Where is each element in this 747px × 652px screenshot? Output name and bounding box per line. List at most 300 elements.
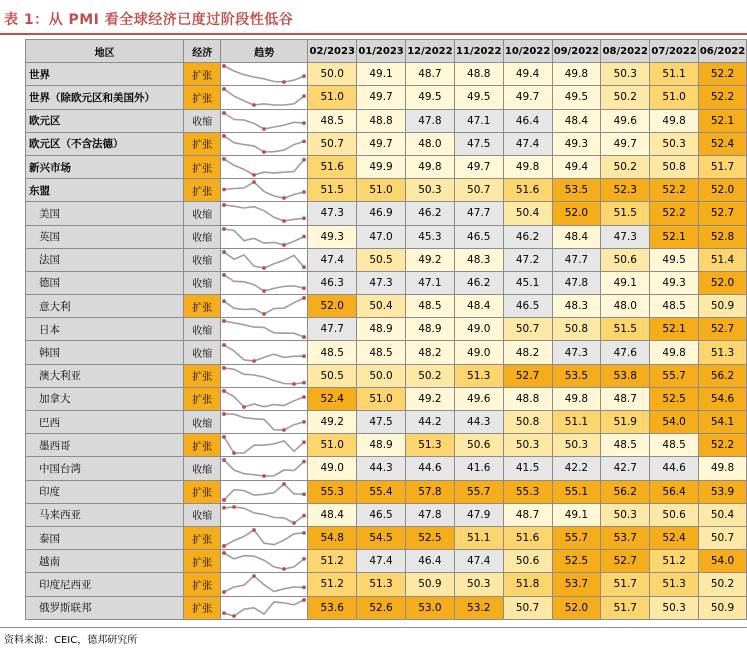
sparkline-point [302, 265, 306, 269]
table-row [26, 550, 747, 573]
sparkline-point [302, 234, 306, 238]
pmi-value-cell: 50.3 [650, 596, 699, 619]
pmi-value-cell: 48.3 [552, 295, 601, 318]
econ-status-cell: 扩张 [184, 132, 221, 155]
sparkline-point [242, 405, 246, 409]
pmi-value-cell: 47.8 [405, 109, 454, 132]
sparkline-point [302, 335, 306, 339]
header-trend: 趋势 [221, 40, 308, 63]
header-row [26, 40, 747, 63]
sparkline [221, 110, 307, 132]
pmi-value-cell: 41.6 [454, 457, 503, 480]
pmi-value-cell: 52.1 [650, 225, 699, 248]
sparkline-path [224, 321, 304, 337]
sparkline [221, 179, 307, 201]
pmi-value-cell: 51.6 [308, 155, 357, 178]
region-cell: 日本 [26, 318, 184, 341]
region-cell: 欧元区（不含法德） [26, 132, 184, 155]
sparkline-point [222, 64, 226, 68]
sparkline-point [222, 299, 226, 303]
sparkline [221, 550, 307, 572]
sparkline-point [302, 492, 306, 496]
pmi-value-cell: 50.6 [601, 248, 650, 271]
header-month: 02/2023 [308, 40, 357, 63]
pmi-value-cell: 49.8 [699, 457, 747, 480]
econ-status-cell: 收缩 [184, 225, 221, 248]
pmi-value-cell: 52.0 [699, 271, 747, 294]
pmi-table [25, 39, 747, 620]
pmi-value-cell: 47.7 [454, 202, 503, 225]
pmi-value-cell: 48.0 [405, 132, 454, 155]
sparkline-point [222, 551, 226, 555]
trend-sparkline-cell [221, 63, 308, 86]
sparkline-path [224, 89, 304, 105]
pmi-value-cell: 48.8 [357, 109, 406, 132]
sparkline-point [222, 591, 226, 595]
pmi-value-cell: 55.7 [650, 364, 699, 387]
econ-status-cell: 扩张 [184, 434, 221, 457]
pmi-value-cell: 51.1 [552, 411, 601, 434]
pmi-value-cell: 51.5 [601, 202, 650, 225]
econ-status-cell: 扩张 [184, 596, 221, 619]
pmi-value-cell: 52.4 [699, 132, 747, 155]
econ-status-cell: 收缩 [184, 503, 221, 526]
sparkline-point [282, 243, 286, 247]
pmi-value-cell: 44.3 [454, 411, 503, 434]
pmi-value-cell: 51.6 [503, 526, 552, 549]
sparkline-path [224, 576, 304, 592]
pmi-value-cell: 52.4 [650, 526, 699, 549]
pmi-value-cell: 47.4 [503, 132, 552, 155]
sparkline-point [262, 127, 266, 131]
table-row [26, 573, 747, 596]
table-row [26, 248, 747, 271]
sparkline-path [224, 136, 304, 152]
sparkline-point [222, 498, 226, 502]
sparkline-point [222, 88, 226, 92]
region-cell: 墨西哥 [26, 434, 184, 457]
sparkline [221, 63, 307, 85]
trend-sparkline-cell [221, 596, 308, 619]
pmi-value-cell: 52.5 [552, 550, 601, 573]
sparkline-path [224, 414, 304, 430]
econ-status-cell: 收缩 [184, 318, 221, 341]
pmi-value-cell: 46.5 [454, 225, 503, 248]
pmi-value-cell: 49.8 [503, 155, 552, 178]
econ-status-cell: 收缩 [184, 248, 221, 271]
source-divider [0, 627, 747, 628]
header-region: 地区 [26, 40, 184, 63]
pmi-value-cell: 50.9 [699, 596, 747, 619]
sparkline-path [224, 553, 304, 569]
sparkline-point [302, 381, 306, 385]
pmi-value-cell: 48.4 [454, 295, 503, 318]
sparkline [221, 342, 307, 364]
table-row [26, 364, 747, 387]
pmi-value-cell: 49.0 [454, 341, 503, 364]
pmi-value-cell: 48.5 [650, 295, 699, 318]
pmi-value-cell: 49.4 [552, 155, 601, 178]
pmi-value-cell: 47.5 [454, 132, 503, 155]
trend-sparkline-cell [221, 225, 308, 248]
pmi-value-cell: 44.6 [405, 457, 454, 480]
pmi-value-cell: 50.6 [503, 550, 552, 573]
econ-status-cell: 收缩 [184, 411, 221, 434]
econ-status-cell: 收缩 [184, 109, 221, 132]
sparkline-point [292, 521, 296, 525]
pmi-value-cell: 55.4 [357, 480, 406, 503]
sparkline [221, 272, 307, 294]
sparkline-point [222, 157, 226, 161]
region-cell: 俄罗斯联邦 [26, 596, 184, 619]
pmi-value-cell: 49.5 [454, 86, 503, 109]
pmi-value-cell: 49.8 [552, 387, 601, 410]
pmi-value-cell: 49.7 [601, 132, 650, 155]
sparkline-point [302, 217, 306, 221]
table-body [26, 63, 747, 620]
pmi-value-cell: 47.4 [308, 248, 357, 271]
pmi-value-cell: 50.3 [454, 573, 503, 596]
pmi-value-cell: 46.2 [454, 271, 503, 294]
pmi-value-cell: 52.2 [650, 179, 699, 202]
trend-sparkline-cell [221, 550, 308, 573]
pmi-value-cell: 48.4 [552, 225, 601, 248]
pmi-value-cell: 52.6 [357, 596, 406, 619]
pmi-value-cell: 49.7 [503, 86, 552, 109]
region-cell: 世界 [26, 63, 184, 86]
trend-sparkline-cell [221, 248, 308, 271]
pmi-value-cell: 47.4 [454, 550, 503, 573]
pmi-value-cell: 44.2 [405, 411, 454, 434]
pmi-value-cell: 46.2 [405, 202, 454, 225]
pmi-value-cell: 50.3 [503, 434, 552, 457]
pmi-value-cell: 50.7 [503, 318, 552, 341]
pmi-value-cell: 47.5 [357, 411, 406, 434]
table-row [26, 202, 747, 225]
pmi-value-cell: 49.6 [601, 109, 650, 132]
sparkline [221, 295, 307, 317]
sparkline-point [222, 188, 226, 192]
pmi-value-cell: 50.2 [601, 155, 650, 178]
sparkline-point [302, 354, 306, 358]
header-month: 06/2022 [699, 40, 747, 63]
pmi-value-cell: 53.7 [552, 573, 601, 596]
pmi-value-cell: 55.7 [552, 526, 601, 549]
pmi-value-cell: 52.7 [699, 202, 747, 225]
trend-sparkline-cell [221, 318, 308, 341]
pmi-value-cell: 47.7 [552, 248, 601, 271]
sparkline-point [222, 204, 226, 208]
region-cell: 英国 [26, 225, 184, 248]
pmi-value-cell: 46.2 [503, 225, 552, 248]
pmi-value-cell: 51.2 [308, 573, 357, 596]
pmi-value-cell: 48.8 [454, 63, 503, 86]
sparkline-path [224, 229, 304, 245]
pmi-value-cell: 47.3 [308, 202, 357, 225]
region-cell: 加拿大 [26, 387, 184, 410]
pmi-value-cell: 52.0 [308, 295, 357, 318]
trend-sparkline-cell [221, 295, 308, 318]
pmi-value-cell: 52.4 [308, 387, 357, 410]
pmi-value-cell: 47.0 [357, 225, 406, 248]
pmi-value-cell: 47.1 [454, 109, 503, 132]
pmi-value-cell: 48.2 [405, 341, 454, 364]
pmi-value-cell: 51.5 [601, 318, 650, 341]
trend-sparkline-cell [221, 434, 308, 457]
region-cell: 法国 [26, 248, 184, 271]
sparkline-point [222, 435, 226, 439]
pmi-value-cell: 51.0 [357, 179, 406, 202]
pmi-value-cell: 48.4 [308, 503, 357, 526]
pmi-value-cell: 47.7 [308, 318, 357, 341]
region-cell: 韩国 [26, 341, 184, 364]
pmi-value-cell: 51.3 [405, 434, 454, 457]
trend-sparkline-cell [221, 573, 308, 596]
sparkline [221, 527, 307, 549]
sparkline-point [302, 586, 306, 590]
header-econ: 经济 [184, 40, 221, 63]
sparkline-point [232, 614, 236, 618]
table-row [26, 63, 747, 86]
pmi-value-cell: 47.2 [503, 248, 552, 271]
pmi-value-cell: 51.7 [601, 596, 650, 619]
pmi-value-cell: 47.8 [552, 271, 601, 294]
table-row [26, 295, 747, 318]
pmi-value-cell: 49.0 [454, 318, 503, 341]
pmi-value-cell: 54.8 [308, 526, 357, 549]
sparkline [221, 133, 307, 155]
pmi-value-cell: 53.6 [308, 596, 357, 619]
sparkline-point [222, 273, 226, 277]
pmi-value-cell: 47.3 [357, 271, 406, 294]
trend-sparkline-cell [221, 341, 308, 364]
pmi-value-cell: 49.2 [405, 387, 454, 410]
pmi-value-cell: 49.5 [552, 86, 601, 109]
sparkline-path [224, 368, 304, 384]
sparkline-path [224, 484, 304, 500]
trend-sparkline-cell [221, 132, 308, 155]
pmi-value-cell: 52.2 [650, 202, 699, 225]
pmi-value-cell: 56.4 [650, 480, 699, 503]
pmi-value-cell: 52.3 [601, 179, 650, 202]
econ-status-cell: 扩张 [184, 63, 221, 86]
table-row [26, 341, 747, 364]
pmi-value-cell: 50.3 [650, 132, 699, 155]
pmi-value-cell: 49.7 [357, 132, 406, 155]
pmi-value-cell: 54.6 [699, 387, 747, 410]
sparkline-point [302, 420, 306, 424]
region-cell: 欧元区 [26, 109, 184, 132]
pmi-value-cell: 51.7 [699, 155, 747, 178]
sparkline-point [222, 366, 226, 370]
sparkline-path [224, 66, 304, 82]
econ-status-cell: 扩张 [184, 295, 221, 318]
pmi-value-cell: 49.8 [650, 341, 699, 364]
pmi-value-cell: 51.0 [650, 86, 699, 109]
pmi-value-cell: 50.2 [405, 364, 454, 387]
table-row [26, 271, 747, 294]
pmi-value-cell: 53.0 [405, 596, 454, 619]
pmi-value-cell: 49.8 [650, 109, 699, 132]
table-row [26, 179, 747, 202]
header-month: 09/2022 [552, 40, 601, 63]
pmi-value-cell: 49.3 [650, 271, 699, 294]
pmi-value-cell: 51.3 [357, 573, 406, 596]
sparkline-path [224, 391, 304, 407]
pmi-value-cell: 49.8 [552, 63, 601, 86]
pmi-value-cell: 51.1 [454, 526, 503, 549]
sparkline-point [282, 220, 286, 224]
sparkline-point [252, 528, 256, 532]
table-row [26, 225, 747, 248]
table-row [26, 318, 747, 341]
sparkline-point [222, 134, 226, 138]
region-cell: 意大利 [26, 295, 184, 318]
sparkline-path [224, 113, 304, 129]
econ-status-cell: 扩张 [184, 526, 221, 549]
sparkline-point [222, 544, 226, 548]
sparkline [221, 156, 307, 178]
sparkline [221, 388, 307, 410]
trend-sparkline-cell [221, 202, 308, 225]
pmi-value-cell: 52.7 [601, 550, 650, 573]
sparkline-point [292, 382, 296, 386]
pmi-value-cell: 52.5 [405, 526, 454, 549]
econ-status-cell: 扩张 [184, 179, 221, 202]
pmi-value-cell: 50.3 [552, 434, 601, 457]
pmi-value-cell: 48.4 [552, 109, 601, 132]
sparkline-point [282, 567, 286, 571]
sparkline-point [222, 506, 226, 510]
pmi-value-cell: 50.2 [699, 573, 747, 596]
pmi-value-cell: 56.2 [601, 480, 650, 503]
trend-sparkline-cell [221, 480, 308, 503]
sparkline-point [232, 451, 236, 455]
sparkline-point [302, 121, 306, 125]
pmi-value-cell: 54.0 [699, 550, 747, 573]
pmi-value-cell: 52.1 [650, 318, 699, 341]
header-month: 11/2022 [454, 40, 503, 63]
pmi-value-cell: 52.7 [699, 318, 747, 341]
table-row [26, 434, 747, 457]
sparkline-point [222, 111, 226, 115]
pmi-value-cell: 48.5 [650, 434, 699, 457]
pmi-value-cell: 49.2 [405, 248, 454, 271]
sparkline-point [302, 139, 306, 143]
pmi-value-cell: 50.6 [454, 434, 503, 457]
table-row [26, 596, 747, 619]
region-cell: 马来西亚 [26, 503, 184, 526]
pmi-value-cell: 49.1 [601, 271, 650, 294]
sparkline [221, 249, 307, 271]
sparkline-path [224, 437, 304, 453]
sparkline-point [302, 74, 306, 78]
pmi-value-cell: 48.5 [308, 109, 357, 132]
pmi-value-cell: 54.5 [357, 526, 406, 549]
pmi-value-cell: 51.3 [699, 341, 747, 364]
pmi-value-cell: 49.0 [308, 457, 357, 480]
source-note: 资料来源：CEIC，德邦研究所 [4, 635, 138, 646]
pmi-value-cell: 47.1 [405, 271, 454, 294]
pmi-value-cell: 48.0 [601, 295, 650, 318]
table-row [26, 86, 747, 109]
econ-status-cell: 收缩 [184, 271, 221, 294]
pmi-value-cell: 51.0 [357, 387, 406, 410]
pmi-value-cell: 52.2 [699, 63, 747, 86]
sparkline [221, 504, 307, 526]
pmi-value-cell: 53.7 [601, 526, 650, 549]
sparkline-point [302, 441, 306, 445]
sparkline-point [252, 104, 256, 108]
title-divider [0, 33, 747, 35]
econ-status-cell: 扩张 [184, 550, 221, 573]
region-cell: 澳大利亚 [26, 364, 184, 387]
pmi-value-cell: 54.0 [650, 411, 699, 434]
table-row [26, 132, 747, 155]
pmi-value-cell: 48.9 [357, 434, 406, 457]
sparkline-point [302, 395, 306, 399]
pmi-value-cell: 48.7 [405, 63, 454, 86]
pmi-value-cell: 51.2 [308, 550, 357, 573]
sparkline [221, 573, 307, 595]
sparkline-point [222, 250, 226, 254]
trend-sparkline-cell [221, 411, 308, 434]
table-row [26, 526, 747, 549]
sparkline-point [222, 319, 226, 323]
trend-sparkline-cell [221, 457, 308, 480]
pmi-value-cell: 46.9 [357, 202, 406, 225]
econ-status-cell: 扩张 [184, 573, 221, 596]
table-row [26, 457, 747, 480]
pmi-value-cell: 47.8 [405, 503, 454, 526]
sparkline-point [282, 80, 286, 84]
sparkline [221, 434, 307, 456]
pmi-value-cell: 55.3 [308, 480, 357, 503]
sparkline [221, 457, 307, 479]
pmi-value-cell: 48.5 [601, 434, 650, 457]
sparkline-point [222, 389, 226, 393]
pmi-value-cell: 49.7 [454, 155, 503, 178]
sparkline-point [222, 412, 226, 416]
pmi-value-cell: 48.7 [503, 503, 552, 526]
sparkline-path [224, 530, 304, 546]
pmi-value-cell: 49.5 [650, 248, 699, 271]
pmi-value-cell: 48.5 [357, 341, 406, 364]
pmi-value-cell: 49.4 [503, 63, 552, 86]
pmi-value-cell: 50.4 [357, 295, 406, 318]
sparkline-path [224, 205, 304, 221]
pmi-value-cell: 49.1 [357, 63, 406, 86]
pmi-value-cell: 52.0 [699, 179, 747, 202]
pmi-value-cell: 50.7 [454, 179, 503, 202]
table-title: 表 1：从 PMI 看全球经济已度过阶段性低谷 [4, 12, 294, 28]
pmi-value-cell: 56.2 [699, 364, 747, 387]
econ-status-cell: 扩张 [184, 480, 221, 503]
pmi-value-cell: 52.7 [503, 364, 552, 387]
sparkline [221, 86, 307, 108]
pmi-value-cell: 50.6 [650, 503, 699, 526]
pmi-value-cell: 45.3 [405, 225, 454, 248]
pmi-value-cell: 55.1 [552, 480, 601, 503]
sparkline-point [222, 611, 226, 615]
pmi-value-cell: 46.3 [308, 271, 357, 294]
pmi-value-cell: 54.1 [699, 411, 747, 434]
sparkline-point [302, 296, 306, 300]
pmi-value-cell: 52.5 [650, 387, 699, 410]
trend-sparkline-cell [221, 155, 308, 178]
sparkline-path [224, 600, 304, 616]
sparkline-point [282, 196, 286, 200]
